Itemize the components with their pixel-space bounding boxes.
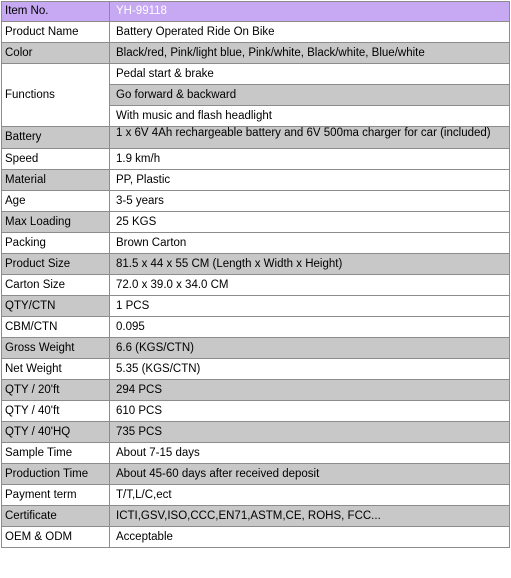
row-value: About 45-60 days after received deposit [110, 464, 510, 485]
row-value: Go forward & backward [110, 85, 510, 106]
table-row [2, 464, 510, 485]
row-value: 1.9 km/h [110, 149, 510, 170]
row-value: ICTI,GSV,ISO,CCC,EN71,ASTM,CE, ROHS, FCC... [110, 506, 510, 527]
row-value: 0.095 [110, 317, 510, 338]
row-label: Age [2, 191, 110, 212]
table-row [2, 422, 510, 443]
table-row [2, 317, 510, 338]
table-row [2, 338, 510, 359]
row-value: 1 x 6V 4Ah rechargeable battery and 6V 500ma charger for car (included) [110, 127, 510, 149]
table-row [2, 401, 510, 422]
row-label: Packing [2, 233, 110, 254]
row-value: 610 PCS [110, 401, 510, 422]
table-row [2, 212, 510, 233]
row-label: QTY / 40'ft [2, 401, 110, 422]
header-label: Item No. [2, 2, 110, 22]
table-row [2, 191, 510, 212]
row-label: QTY / 40'HQ [2, 422, 110, 443]
row-value: 81.5 x 44 x 55 CM (Length x Width x Height) [110, 254, 510, 275]
row-value: Acceptable [110, 527, 510, 548]
row-label: Sample Time [2, 443, 110, 464]
row-label: QTY / 20'ft [2, 380, 110, 401]
table-row [2, 443, 510, 464]
row-value: With music and flash headlight [110, 106, 510, 127]
row-label: Product Size [2, 254, 110, 275]
row-label: Payment term [2, 485, 110, 506]
table-row [2, 127, 510, 149]
row-value: 6.6 (KGS/CTN) [110, 338, 510, 359]
row-label: CBM/CTN [2, 317, 110, 338]
table-row [2, 296, 510, 317]
row-value: 735 PCS [110, 422, 510, 443]
row-label: Production Time [2, 464, 110, 485]
row-value: PP, Plastic [110, 170, 510, 191]
row-label: Battery [2, 127, 110, 149]
table-row [2, 64, 510, 85]
row-label: Max Loading [2, 212, 110, 233]
table-row [2, 506, 510, 527]
table-row [2, 170, 510, 191]
row-label: QTY/CTN [2, 296, 110, 317]
row-value: Brown Carton [110, 233, 510, 254]
row-value: Battery Operated Ride On Bike [110, 22, 510, 43]
row-label: Functions [2, 64, 110, 127]
table-row [2, 527, 510, 548]
table-row [2, 275, 510, 296]
row-value: 25 KGS [110, 212, 510, 233]
table-row [2, 485, 510, 506]
row-value: 294 PCS [110, 380, 510, 401]
table-row [2, 22, 510, 43]
table-row [2, 380, 510, 401]
row-label: Speed [2, 149, 110, 170]
row-label: Color [2, 43, 110, 64]
row-value: About 7-15 days [110, 443, 510, 464]
row-label: OEM & ODM [2, 527, 110, 548]
row-label: Material [2, 170, 110, 191]
table-row [2, 254, 510, 275]
row-value: Black/red, Pink/light blue, Pink/white, Black/white, Blue/white [110, 43, 510, 64]
row-label: Product Name [2, 22, 110, 43]
spec-table [1, 1, 510, 548]
row-label: Net Weight [2, 359, 110, 380]
row-label: Gross Weight [2, 338, 110, 359]
row-value: 5.35 (KGS/CTN) [110, 359, 510, 380]
row-value: Pedal start & brake [110, 64, 510, 85]
row-label: Carton Size [2, 275, 110, 296]
row-value: 3-5 years [110, 191, 510, 212]
table-row [2, 43, 510, 64]
table-row [2, 149, 510, 170]
table-row [2, 233, 510, 254]
row-value: T/T,L/C,ect [110, 485, 510, 506]
table-row [2, 359, 510, 380]
header-value: YH-99118 [110, 2, 510, 22]
row-label: Certificate [2, 506, 110, 527]
row-value: 1 PCS [110, 296, 510, 317]
table-header-row [2, 2, 510, 22]
row-value: 72.0 x 39.0 x 34.0 CM [110, 275, 510, 296]
